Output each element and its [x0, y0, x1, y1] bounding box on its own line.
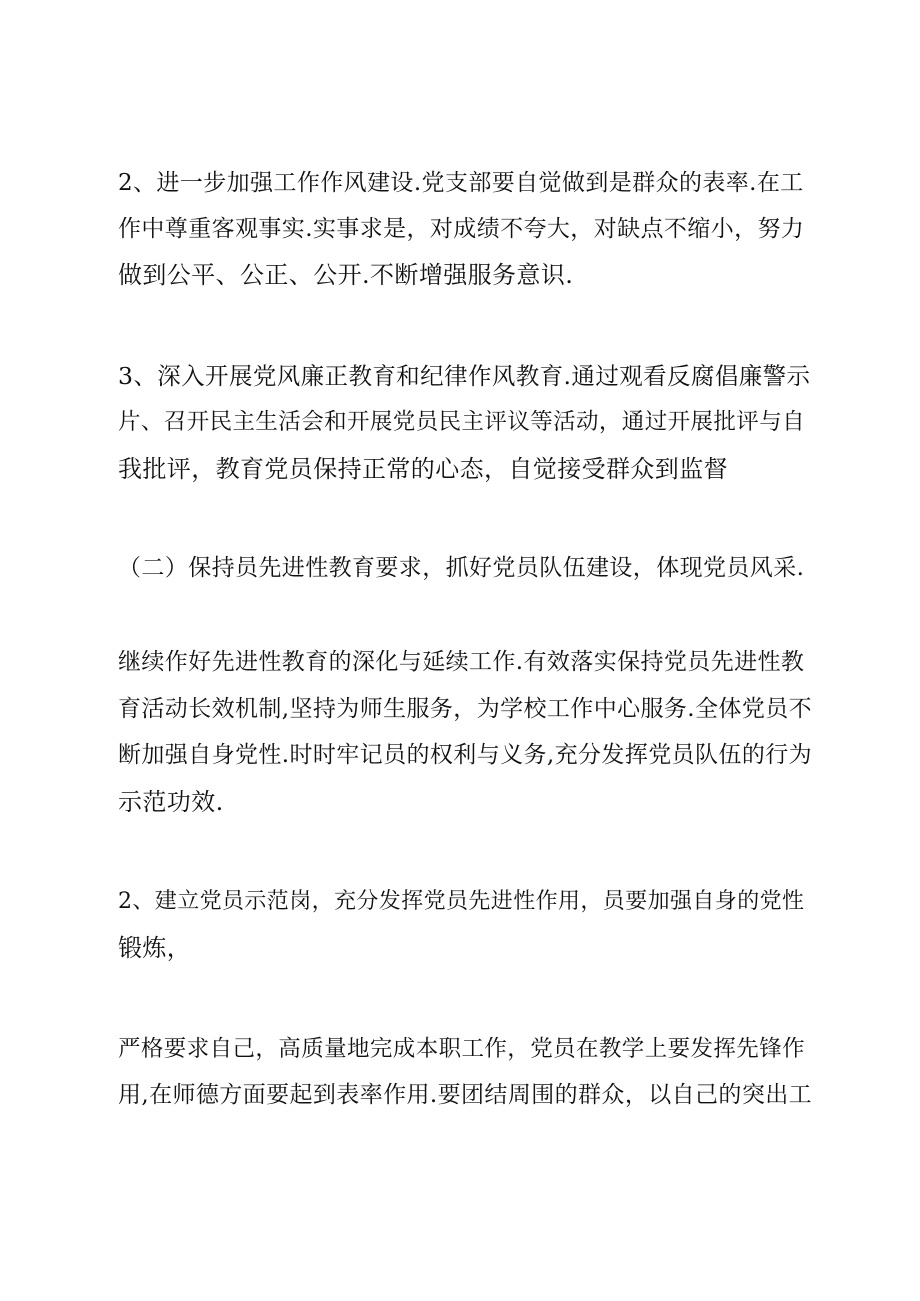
paragraph-6-line-2: 用,在师德方面要起到表率作用.要团结周围的群众，以自己的突出工 — [118, 1082, 813, 1108]
paragraph-4-line-2: 育活动长效机制,坚持为师生服务，为学校工作中心服务.全体党员不 — [118, 696, 813, 722]
paragraph-4-line-1: 继续作好先进性教育的深化与延续工作.有效落实保持党员先进性教 — [118, 649, 805, 675]
paragraph-1-line-2: 作中尊重客观事实.实事求是，对成绩不夸大，对缺点不缩小，努力 — [118, 216, 805, 242]
section-heading: （二）保持员先进性教育要求，抓好党员队伍建设，体现党员风采. — [118, 555, 805, 581]
paragraph-1-line-3: 做到公平、公正、公开.不断增强服务意识. — [118, 261, 574, 289]
paragraph-2-line-2: 片、召开民主生活会和开展党员民主评议等活动，通过开展批评与自 — [118, 409, 806, 435]
paragraph-6-line-1: 严格要求自己，高质量地完成本职工作，党员在教学上要发挥先锋作 — [118, 1036, 806, 1062]
paragraph-4-line-4: 示范功效. — [118, 788, 224, 816]
paragraph-5-line-2: 锻炼， — [118, 934, 192, 962]
paragraph-1-line-1: 2、进一步加强工作作风建设.党支部要自觉做到是群众的表率.在工 — [118, 170, 804, 196]
paragraph-2-line-3: 我批评，教育党员保持正常的心态，自觉接受群众到监督 — [118, 455, 728, 483]
paragraph-4-line-3: 断加强自身党性.时时牢记员的权利与义务,充分发挥党员队伍的行为 — [118, 742, 813, 768]
paragraph-2-line-1: 3、深入开展党风廉正教育和纪律作风教育.通过观看反腐倡廉警示 — [118, 362, 811, 390]
paragraph-5-line-1: 2、建立党员示范岗，充分发挥党员先进性作用，员要加强自身的党性 — [118, 889, 805, 914]
